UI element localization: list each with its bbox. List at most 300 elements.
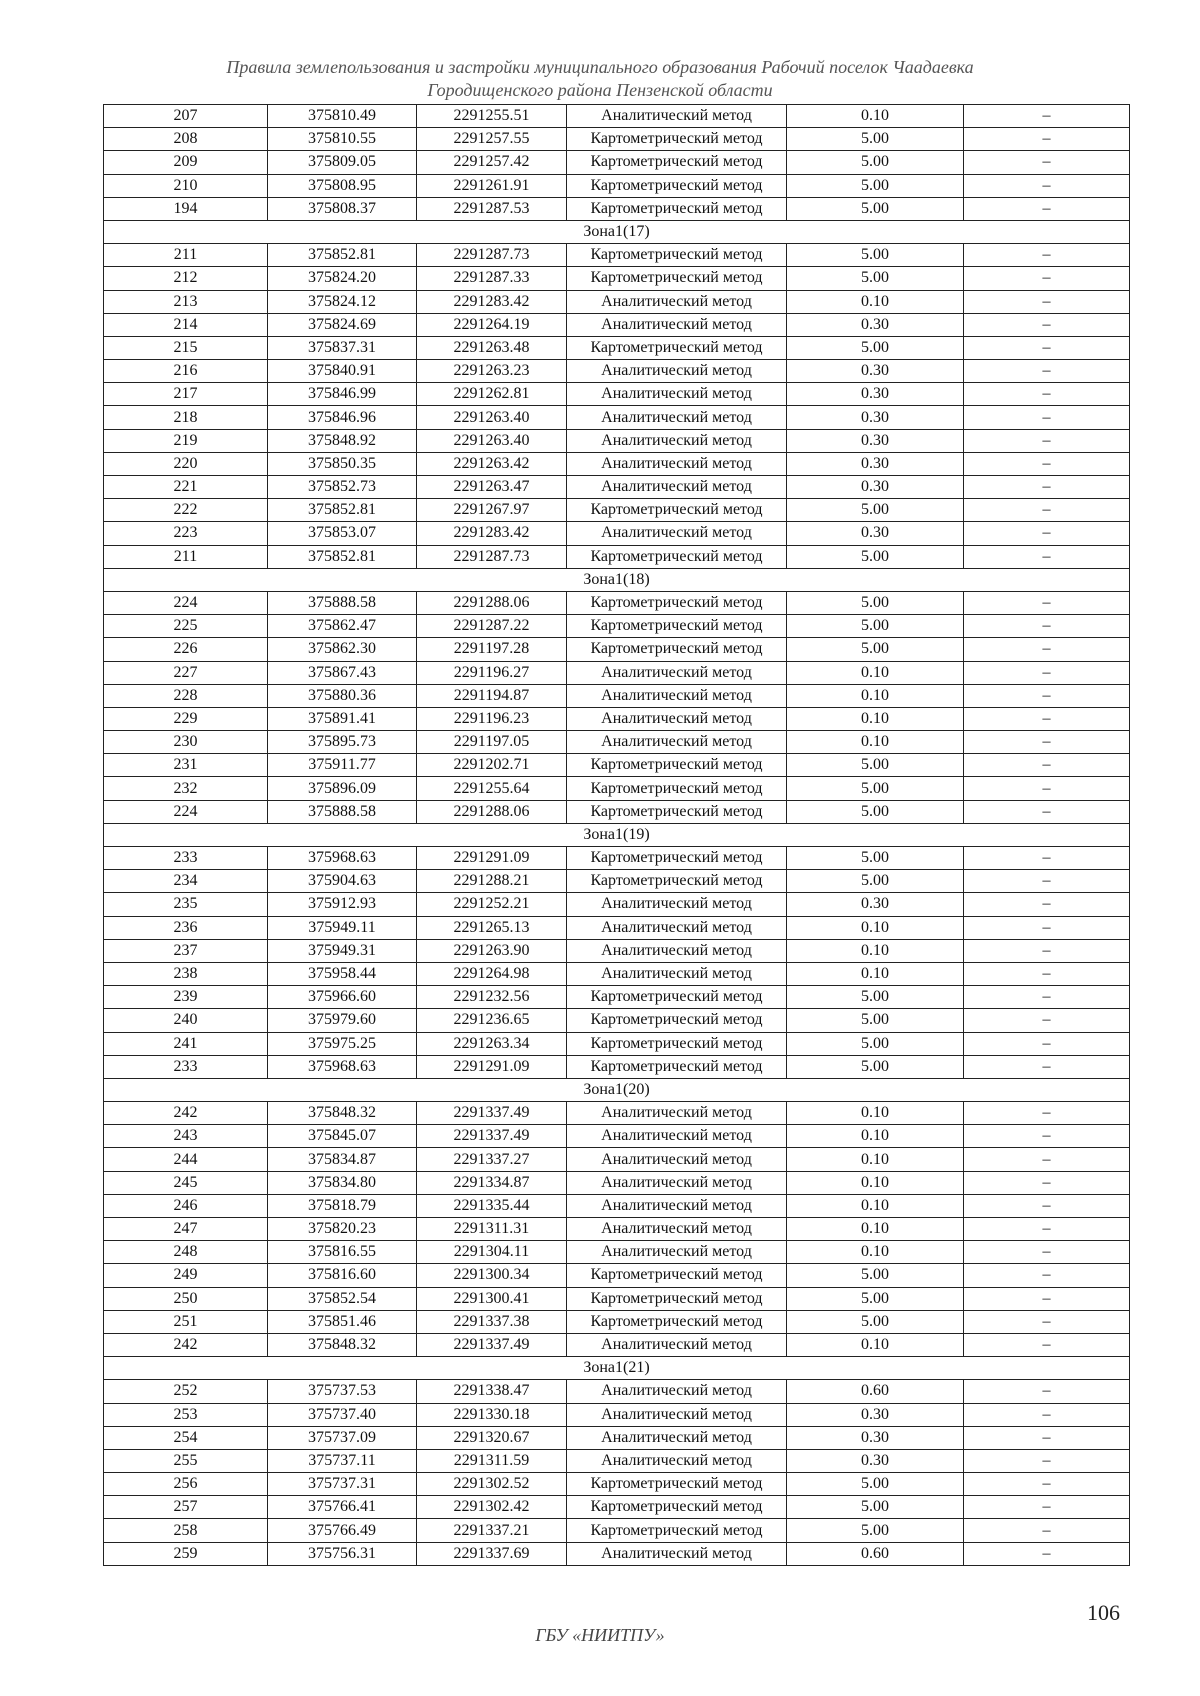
x-coordinate-cell: 375816.60 — [268, 1264, 417, 1287]
point-number-cell: 243 — [104, 1125, 268, 1148]
table-row — [104, 893, 1130, 916]
table-row — [104, 1102, 1130, 1125]
table-row — [104, 638, 1130, 661]
x-coordinate-cell: 375912.93 — [268, 893, 417, 916]
method-cell: Картометрический метод — [567, 847, 787, 870]
accuracy-cell: 0.30 — [787, 893, 964, 916]
point-number-cell: 216 — [104, 360, 268, 383]
y-coordinate-cell: 2291287.73 — [417, 545, 567, 568]
table-row — [104, 847, 1130, 870]
table-row — [104, 1542, 1130, 1565]
note-cell: – — [964, 1055, 1130, 1078]
note-cell: – — [964, 1449, 1130, 1472]
x-coordinate-cell: 375756.31 — [268, 1542, 417, 1565]
table-row — [104, 522, 1130, 545]
method-cell: Картометрический метод — [567, 754, 787, 777]
zone-header-row — [104, 568, 1130, 591]
table-row — [104, 406, 1130, 429]
x-coordinate-cell: 375904.63 — [268, 870, 417, 893]
x-coordinate-cell: 375896.09 — [268, 777, 417, 800]
note-cell: – — [964, 151, 1130, 174]
table-row — [104, 1333, 1130, 1356]
accuracy-cell: 5.00 — [787, 174, 964, 197]
accuracy-cell: 0.30 — [787, 383, 964, 406]
y-coordinate-cell: 2291337.27 — [417, 1148, 567, 1171]
note-cell: – — [964, 870, 1130, 893]
accuracy-cell: 0.10 — [787, 916, 964, 939]
x-coordinate-cell: 375846.96 — [268, 406, 417, 429]
table-row — [104, 476, 1130, 499]
accuracy-cell: 0.10 — [787, 1148, 964, 1171]
table-row — [104, 1125, 1130, 1148]
x-coordinate-cell: 375824.12 — [268, 290, 417, 313]
note-cell: – — [964, 1542, 1130, 1565]
note-cell: – — [964, 267, 1130, 290]
x-coordinate-cell: 375810.55 — [268, 128, 417, 151]
accuracy-cell: 0.10 — [787, 1125, 964, 1148]
table-row — [104, 1380, 1130, 1403]
y-coordinate-cell: 2291261.91 — [417, 174, 567, 197]
method-cell: Аналитический метод — [567, 661, 787, 684]
x-coordinate-cell: 375862.30 — [268, 638, 417, 661]
accuracy-cell: 0.30 — [787, 452, 964, 475]
zone-header-row — [104, 1357, 1130, 1380]
note-cell: – — [964, 847, 1130, 870]
x-coordinate-cell: 375809.05 — [268, 151, 417, 174]
accuracy-cell: 0.10 — [787, 1241, 964, 1264]
x-coordinate-cell: 375862.47 — [268, 615, 417, 638]
note-cell: – — [964, 1380, 1130, 1403]
table-row — [104, 870, 1130, 893]
note-cell: – — [964, 1218, 1130, 1241]
accuracy-cell: 5.00 — [787, 615, 964, 638]
point-number-cell: 245 — [104, 1171, 268, 1194]
accuracy-cell: 5.00 — [787, 1310, 964, 1333]
note-cell: – — [964, 1473, 1130, 1496]
method-cell: Аналитический метод — [567, 707, 787, 730]
footer-organization: ГБУ «НИИТПУ» — [535, 1625, 665, 1645]
method-cell: Картометрический метод — [567, 638, 787, 661]
method-cell: Картометрический метод — [567, 128, 787, 151]
accuracy-cell: 5.00 — [787, 1287, 964, 1310]
table-row — [104, 452, 1130, 475]
table-row — [104, 1519, 1130, 1542]
point-number-cell: 244 — [104, 1148, 268, 1171]
note-cell: – — [964, 383, 1130, 406]
note-cell: – — [964, 1009, 1130, 1032]
point-number-cell: 250 — [104, 1287, 268, 1310]
x-coordinate-cell: 375766.41 — [268, 1496, 417, 1519]
x-coordinate-cell: 375911.77 — [268, 754, 417, 777]
zone-label: Зона1(21) — [104, 1357, 1130, 1380]
note-cell: – — [964, 1426, 1130, 1449]
accuracy-cell: 5.00 — [787, 754, 964, 777]
x-coordinate-cell: 375968.63 — [268, 1055, 417, 1078]
point-number-cell: 256 — [104, 1473, 268, 1496]
note-cell: – — [964, 615, 1130, 638]
note-cell: – — [964, 731, 1130, 754]
table-row — [104, 336, 1130, 359]
x-coordinate-cell: 375808.95 — [268, 174, 417, 197]
table-row — [104, 1287, 1130, 1310]
coordinates-table — [103, 104, 1130, 1566]
table-row — [104, 1496, 1130, 1519]
note-cell: – — [964, 800, 1130, 823]
note-cell: – — [964, 754, 1130, 777]
point-number-cell: 253 — [104, 1403, 268, 1426]
x-coordinate-cell: 375867.43 — [268, 661, 417, 684]
note-cell: – — [964, 244, 1130, 267]
accuracy-cell: 5.00 — [787, 267, 964, 290]
table-row — [104, 754, 1130, 777]
accuracy-cell: 5.00 — [787, 1496, 964, 1519]
y-coordinate-cell: 2291291.09 — [417, 1055, 567, 1078]
x-coordinate-cell: 375840.91 — [268, 360, 417, 383]
y-coordinate-cell: 2291197.05 — [417, 731, 567, 754]
table-row — [104, 1264, 1130, 1287]
accuracy-cell: 5.00 — [787, 1264, 964, 1287]
accuracy-cell: 5.00 — [787, 986, 964, 1009]
point-number-cell: 241 — [104, 1032, 268, 1055]
y-coordinate-cell: 2291283.42 — [417, 290, 567, 313]
point-number-cell: 217 — [104, 383, 268, 406]
table-row — [104, 1171, 1130, 1194]
y-coordinate-cell: 2291232.56 — [417, 986, 567, 1009]
method-cell: Аналитический метод — [567, 1125, 787, 1148]
y-coordinate-cell: 2291288.06 — [417, 591, 567, 614]
method-cell: Аналитический метод — [567, 684, 787, 707]
accuracy-cell: 0.10 — [787, 1194, 964, 1217]
accuracy-cell: 0.30 — [787, 406, 964, 429]
x-coordinate-cell: 375737.09 — [268, 1426, 417, 1449]
point-number-cell: 237 — [104, 939, 268, 962]
header-line-1: Правила землепользования и застройки муниципального образования Рабочий поселок Чаадаевка — [226, 57, 974, 77]
table-row — [104, 800, 1130, 823]
point-number-cell: 238 — [104, 962, 268, 985]
method-cell: Аналитический метод — [567, 383, 787, 406]
y-coordinate-cell: 2291320.67 — [417, 1426, 567, 1449]
point-number-cell: 258 — [104, 1519, 268, 1542]
note-cell: – — [964, 1264, 1130, 1287]
point-number-cell: 247 — [104, 1218, 268, 1241]
point-number-cell: 224 — [104, 591, 268, 614]
method-cell: Аналитический метод — [567, 1171, 787, 1194]
point-number-cell: 220 — [104, 452, 268, 475]
point-number-cell: 211 — [104, 545, 268, 568]
note-cell: – — [964, 638, 1130, 661]
table-row — [104, 290, 1130, 313]
x-coordinate-cell: 375766.49 — [268, 1519, 417, 1542]
method-cell: Картометрический метод — [567, 1519, 787, 1542]
y-coordinate-cell: 2291337.49 — [417, 1333, 567, 1356]
method-cell: Картометрический метод — [567, 1032, 787, 1055]
accuracy-cell: 0.30 — [787, 476, 964, 499]
x-coordinate-cell: 375808.37 — [268, 197, 417, 220]
method-cell: Аналитический метод — [567, 429, 787, 452]
note-cell: – — [964, 707, 1130, 730]
y-coordinate-cell: 2291255.64 — [417, 777, 567, 800]
x-coordinate-cell: 375837.31 — [268, 336, 417, 359]
y-coordinate-cell: 2291287.22 — [417, 615, 567, 638]
accuracy-cell: 5.00 — [787, 1032, 964, 1055]
x-coordinate-cell: 375852.81 — [268, 545, 417, 568]
point-number-cell: 213 — [104, 290, 268, 313]
table-row — [104, 429, 1130, 452]
accuracy-cell: 5.00 — [787, 1519, 964, 1542]
table-row — [104, 707, 1130, 730]
note-cell: – — [964, 290, 1130, 313]
table-row — [104, 1194, 1130, 1217]
point-number-cell: 235 — [104, 893, 268, 916]
accuracy-cell: 0.10 — [787, 1171, 964, 1194]
note-cell: – — [964, 522, 1130, 545]
x-coordinate-cell: 375949.11 — [268, 916, 417, 939]
accuracy-cell: 0.30 — [787, 429, 964, 452]
point-number-cell: 224 — [104, 800, 268, 823]
point-number-cell: 212 — [104, 267, 268, 290]
point-number-cell: 236 — [104, 916, 268, 939]
y-coordinate-cell: 2291196.27 — [417, 661, 567, 684]
y-coordinate-cell: 2291263.40 — [417, 406, 567, 429]
table-row — [104, 939, 1130, 962]
note-cell: – — [964, 1148, 1130, 1171]
accuracy-cell: 0.30 — [787, 1449, 964, 1472]
x-coordinate-cell: 375895.73 — [268, 731, 417, 754]
point-number-cell: 214 — [104, 313, 268, 336]
note-cell: – — [964, 1171, 1130, 1194]
x-coordinate-cell: 375975.25 — [268, 1032, 417, 1055]
method-cell: Картометрический метод — [567, 777, 787, 800]
method-cell: Аналитический метод — [567, 1194, 787, 1217]
point-number-cell: 233 — [104, 847, 268, 870]
point-number-cell: 219 — [104, 429, 268, 452]
point-number-cell: 249 — [104, 1264, 268, 1287]
x-coordinate-cell: 375852.81 — [268, 244, 417, 267]
note-cell: – — [964, 1333, 1130, 1356]
x-coordinate-cell: 375852.54 — [268, 1287, 417, 1310]
x-coordinate-cell: 375824.69 — [268, 313, 417, 336]
accuracy-cell: 0.30 — [787, 1426, 964, 1449]
accuracy-cell: 0.10 — [787, 105, 964, 128]
method-cell: Картометрический метод — [567, 244, 787, 267]
method-cell: Аналитический метод — [567, 916, 787, 939]
table-row — [104, 684, 1130, 707]
note-cell: – — [964, 429, 1130, 452]
x-coordinate-cell: 375848.32 — [268, 1333, 417, 1356]
note-cell: – — [964, 1032, 1130, 1055]
point-number-cell: 210 — [104, 174, 268, 197]
y-coordinate-cell: 2291337.49 — [417, 1102, 567, 1125]
accuracy-cell: 5.00 — [787, 151, 964, 174]
method-cell: Картометрический метод — [567, 545, 787, 568]
zone-label: Зона1(17) — [104, 220, 1130, 243]
method-cell: Аналитический метод — [567, 452, 787, 475]
y-coordinate-cell: 2291194.87 — [417, 684, 567, 707]
y-coordinate-cell: 2291287.33 — [417, 267, 567, 290]
method-cell: Аналитический метод — [567, 893, 787, 916]
point-number-cell: 226 — [104, 638, 268, 661]
point-number-cell: 251 — [104, 1310, 268, 1333]
x-coordinate-cell: 375880.36 — [268, 684, 417, 707]
table-row — [104, 499, 1130, 522]
note-cell: – — [964, 499, 1130, 522]
y-coordinate-cell: 2291283.42 — [417, 522, 567, 545]
y-coordinate-cell: 2291255.51 — [417, 105, 567, 128]
note-cell: – — [964, 1310, 1130, 1333]
note-cell: – — [964, 1102, 1130, 1125]
table-row — [104, 1148, 1130, 1171]
zone-label: Зона1(19) — [104, 823, 1130, 846]
accuracy-cell: 5.00 — [787, 1055, 964, 1078]
accuracy-cell: 5.00 — [787, 1473, 964, 1496]
coordinates-table-body — [104, 105, 1130, 1566]
table-row — [104, 1241, 1130, 1264]
method-cell: Аналитический метод — [567, 1542, 787, 1565]
method-cell: Аналитический метод — [567, 290, 787, 313]
method-cell: Аналитический метод — [567, 939, 787, 962]
accuracy-cell: 5.00 — [787, 1009, 964, 1032]
method-cell: Картометрический метод — [567, 1055, 787, 1078]
table-row — [104, 615, 1130, 638]
table-row — [104, 1009, 1130, 1032]
method-cell: Картометрический метод — [567, 1310, 787, 1333]
method-cell: Аналитический метод — [567, 1218, 787, 1241]
accuracy-cell: 5.00 — [787, 870, 964, 893]
accuracy-cell: 0.30 — [787, 360, 964, 383]
point-number-cell: 222 — [104, 499, 268, 522]
x-coordinate-cell: 375848.32 — [268, 1102, 417, 1125]
accuracy-cell: 5.00 — [787, 128, 964, 151]
y-coordinate-cell: 2291236.65 — [417, 1009, 567, 1032]
x-coordinate-cell: 375737.40 — [268, 1403, 417, 1426]
y-coordinate-cell: 2291263.42 — [417, 452, 567, 475]
page-number: 106 — [1087, 1600, 1120, 1625]
note-cell: – — [964, 336, 1130, 359]
x-coordinate-cell: 375834.80 — [268, 1171, 417, 1194]
point-number-cell: 234 — [104, 870, 268, 893]
x-coordinate-cell: 375810.49 — [268, 105, 417, 128]
method-cell: Картометрический метод — [567, 1264, 787, 1287]
y-coordinate-cell: 2291263.34 — [417, 1032, 567, 1055]
point-number-cell: 218 — [104, 406, 268, 429]
accuracy-cell: 0.10 — [787, 1102, 964, 1125]
y-coordinate-cell: 2291252.21 — [417, 893, 567, 916]
x-coordinate-cell: 375968.63 — [268, 847, 417, 870]
method-cell: Картометрический метод — [567, 986, 787, 1009]
note-cell: – — [964, 105, 1130, 128]
method-cell: Аналитический метод — [567, 313, 787, 336]
y-coordinate-cell: 2291335.44 — [417, 1194, 567, 1217]
method-cell: Картометрический метод — [567, 336, 787, 359]
table-row — [104, 1449, 1130, 1472]
x-coordinate-cell: 375845.07 — [268, 1125, 417, 1148]
point-number-cell: 209 — [104, 151, 268, 174]
point-number-cell: 242 — [104, 1102, 268, 1125]
note-cell: – — [964, 916, 1130, 939]
y-coordinate-cell: 2291300.41 — [417, 1287, 567, 1310]
y-coordinate-cell: 2291202.71 — [417, 754, 567, 777]
table-row — [104, 1403, 1130, 1426]
method-cell: Аналитический метод — [567, 962, 787, 985]
accuracy-cell: 0.10 — [787, 684, 964, 707]
method-cell: Аналитический метод — [567, 1403, 787, 1426]
point-number-cell: 242 — [104, 1333, 268, 1356]
point-number-cell: 223 — [104, 522, 268, 545]
method-cell: Картометрический метод — [567, 1496, 787, 1519]
y-coordinate-cell: 2291267.97 — [417, 499, 567, 522]
zone-header-row — [104, 823, 1130, 846]
x-coordinate-cell: 375850.35 — [268, 452, 417, 475]
point-number-cell: 215 — [104, 336, 268, 359]
point-number-cell: 194 — [104, 197, 268, 220]
accuracy-cell: 5.00 — [787, 800, 964, 823]
accuracy-cell: 5.00 — [787, 847, 964, 870]
zone-header-row — [104, 1078, 1130, 1101]
zone-label: Зона1(18) — [104, 568, 1130, 591]
y-coordinate-cell: 2291302.52 — [417, 1473, 567, 1496]
note-cell: – — [964, 939, 1130, 962]
accuracy-cell: 0.30 — [787, 313, 964, 336]
y-coordinate-cell: 2291263.48 — [417, 336, 567, 359]
accuracy-cell: 5.00 — [787, 499, 964, 522]
y-coordinate-cell: 2291311.31 — [417, 1218, 567, 1241]
y-coordinate-cell: 2291311.59 — [417, 1449, 567, 1472]
note-cell: – — [964, 406, 1130, 429]
accuracy-cell: 0.10 — [787, 661, 964, 684]
note-cell: – — [964, 313, 1130, 336]
accuracy-cell: 5.00 — [787, 244, 964, 267]
x-coordinate-cell: 375737.11 — [268, 1449, 417, 1472]
accuracy-cell: 0.10 — [787, 962, 964, 985]
table-row — [104, 128, 1130, 151]
table-row — [104, 174, 1130, 197]
table-row — [104, 197, 1130, 220]
accuracy-cell: 0.60 — [787, 1380, 964, 1403]
method-cell: Аналитический метод — [567, 1241, 787, 1264]
point-number-cell: 233 — [104, 1055, 268, 1078]
y-coordinate-cell: 2291334.87 — [417, 1171, 567, 1194]
table-row — [104, 591, 1130, 614]
note-cell: – — [964, 128, 1130, 151]
table-row — [104, 244, 1130, 267]
y-coordinate-cell: 2291257.55 — [417, 128, 567, 151]
method-cell: Картометрический метод — [567, 870, 787, 893]
method-cell: Картометрический метод — [567, 174, 787, 197]
note-cell: – — [964, 1241, 1130, 1264]
x-coordinate-cell: 375853.07 — [268, 522, 417, 545]
x-coordinate-cell: 375958.44 — [268, 962, 417, 985]
y-coordinate-cell: 2291196.23 — [417, 707, 567, 730]
note-cell: – — [964, 1194, 1130, 1217]
method-cell: Аналитический метод — [567, 360, 787, 383]
point-number-cell: 240 — [104, 1009, 268, 1032]
method-cell: Аналитический метод — [567, 1380, 787, 1403]
y-coordinate-cell: 2291337.38 — [417, 1310, 567, 1333]
method-cell: Картометрический метод — [567, 615, 787, 638]
table-row — [104, 545, 1130, 568]
method-cell: Аналитический метод — [567, 1102, 787, 1125]
note-cell: – — [964, 545, 1130, 568]
y-coordinate-cell: 2291263.40 — [417, 429, 567, 452]
table-row — [104, 916, 1130, 939]
method-cell: Аналитический метод — [567, 1333, 787, 1356]
y-coordinate-cell: 2291287.73 — [417, 244, 567, 267]
point-number-cell: 259 — [104, 1542, 268, 1565]
table-row — [104, 383, 1130, 406]
point-number-cell: 255 — [104, 1449, 268, 1472]
point-number-cell: 229 — [104, 707, 268, 730]
y-coordinate-cell: 2291330.18 — [417, 1403, 567, 1426]
